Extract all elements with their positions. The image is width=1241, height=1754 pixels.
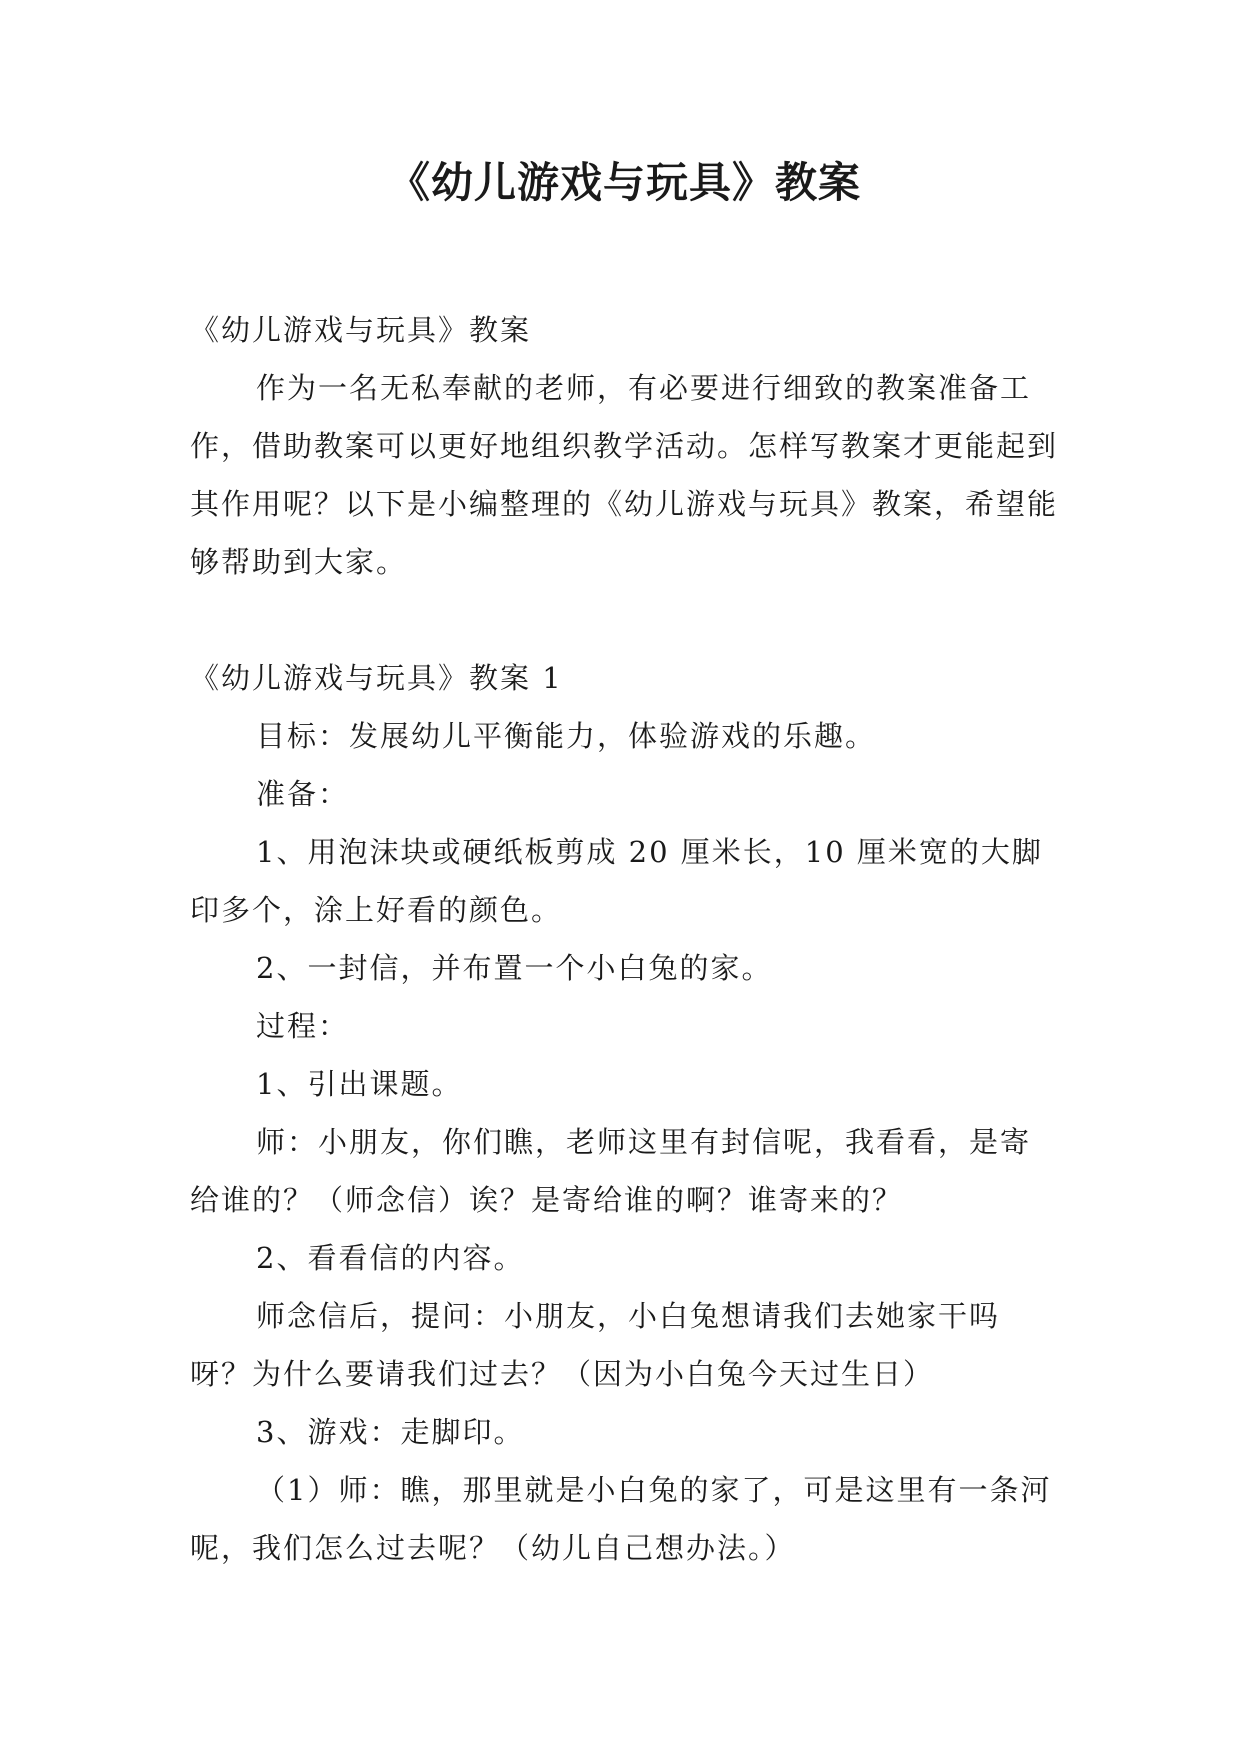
intro-paragraph: 作为一名无私奉献的老师，有必要进行细致的教案准备工作，借助教案可以更好地组织教学活动。怎样写教案才更能起到其作用呢？以下是小编整理的《幼儿游戏与玩具》教案，希望能够帮助到大家。 bbox=[190, 371, 1059, 579]
paragraph-teacher-question: 师念信后，提问：小朋友，小白兔想请我们去她家干吗呀？为什么要请我们过去？（因为小白兔今天过生日） bbox=[190, 1299, 1001, 1391]
document-subtitle: 《幼儿游戏与玩具》教案 bbox=[190, 313, 532, 347]
section-title: 《幼儿游戏与玩具》教案 1 bbox=[190, 661, 563, 695]
paragraph-preparation-heading: 准备： bbox=[256, 777, 350, 811]
paragraph-step-3: 3、游戏：走脚印。 bbox=[256, 1415, 525, 1449]
paragraph-gap bbox=[190, 591, 1059, 649]
paragraph-step-2: 2、看看信的内容。 bbox=[256, 1241, 525, 1275]
paragraph-process-heading: 过程： bbox=[256, 1009, 350, 1043]
paragraph-step-1: 1、引出课题。 bbox=[256, 1067, 463, 1101]
paragraph-preparation-1: 1、用泡沫块或硬纸板剪成 20 厘米长，10 厘米宽的大脚印多个，涂上好看的颜色。 bbox=[190, 835, 1043, 927]
paragraph-preparation-2: 2、一封信，并布置一个小白兔的家。 bbox=[256, 951, 773, 985]
paragraph-goal: 目标：发展幼儿平衡能力，体验游戏的乐趣。 bbox=[256, 719, 877, 753]
paragraph-step-3-1: （1）师：瞧，那里就是小白兔的家了，可是这里有一条河呢，我们怎么过去呢？（幼儿自己想办法。） bbox=[190, 1473, 1052, 1565]
paragraph-teacher-letter: 师：小朋友，你们瞧，老师这里有封信呢，我看看，是寄给谁的？（师念信）诶？是寄给谁的啊？谁寄来的？ bbox=[190, 1125, 1032, 1217]
document-title: 《幼儿游戏与玩具》教案 bbox=[387, 158, 861, 207]
document-body bbox=[190, 301, 1059, 1577]
